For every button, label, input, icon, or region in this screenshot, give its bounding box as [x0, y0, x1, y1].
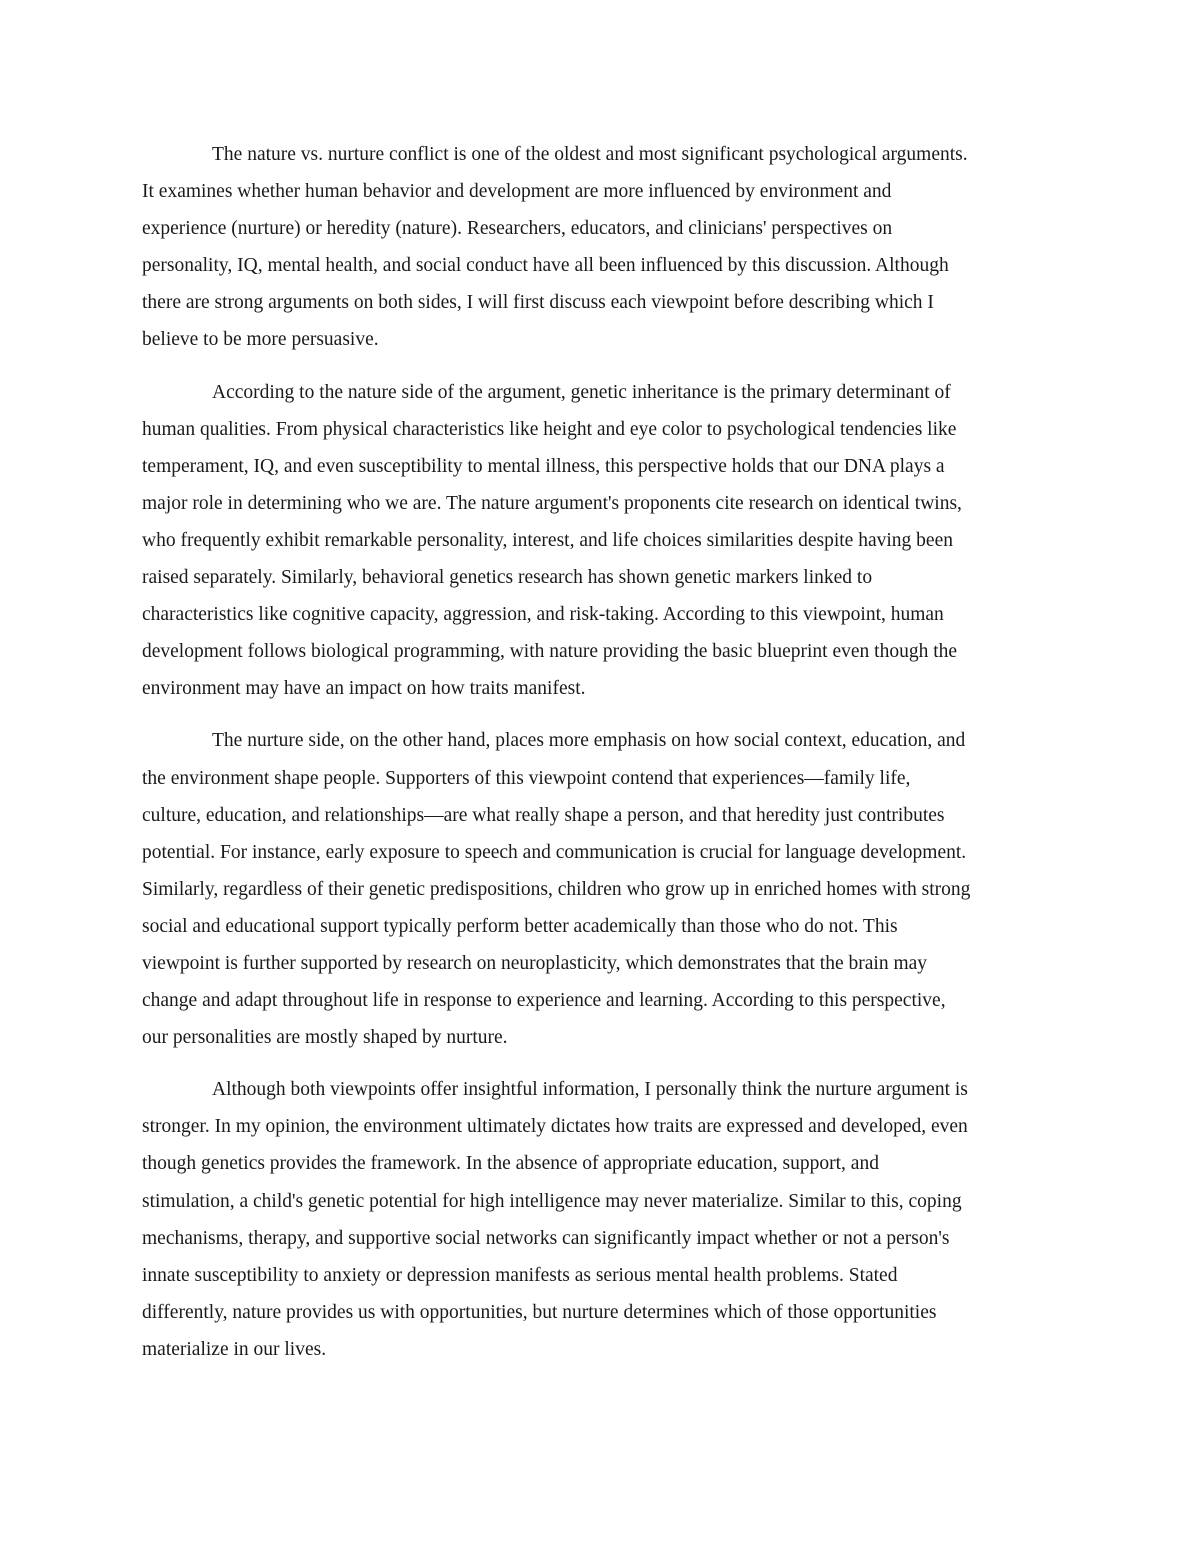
paragraph-line: The nature vs. nurture conflict is one of the oldest and most significant psychological arguments.	[212, 144, 968, 165]
paragraph-line: Similarly, regardless of their genetic predispositions, children who grow up in enriched homes with strong	[142, 878, 971, 900]
paragraph-line: Although both viewpoints offer insightful information, I personally think the nurture argument is	[212, 1079, 968, 1101]
paragraph-line: personality, IQ, mental health, and social conduct have all been influenced by this discussion. Although	[142, 255, 949, 277]
paragraph-line: It examines whether human behavior and development are more influenced by environment and	[142, 181, 892, 203]
paragraph-line: innate susceptibility to anxiety or depression manifests as serious mental health problems. Stated	[142, 1264, 898, 1286]
paragraph-4	[142, 1071, 1062, 1368]
paragraph-line: culture, education, and relationships—are what really shape a person, and that heredity just contributes	[142, 804, 945, 826]
paragraph-line: change and adapt throughout life in response to experience and learning. According to this perspective,	[142, 990, 946, 1012]
paragraph-line: mechanisms, therapy, and supportive social networks can significantly impact whether or not a person's	[142, 1227, 950, 1249]
paragraph-line: stimulation, a child's genetic potential for high intelligence may never materialize. Similar to this, coping	[142, 1190, 962, 1212]
paragraph-line: The nurture side, on the other hand, places more emphasis on how social context, education, and	[212, 730, 966, 752]
paragraph-line: temperament, IQ, and even susceptibility to mental illness, this perspective holds that our DNA plays a	[142, 455, 945, 477]
paragraph-line: our personalities are mostly shaped by nurture.	[142, 1027, 508, 1049]
paragraph-line: development follows biological programming, with nature providing the basic blueprint even though the	[142, 641, 958, 663]
paragraph-line: social and educational support typically perform better academically than those who do not. This	[142, 915, 898, 937]
paragraph-line: According to the nature side of the argument, genetic inheritance is the primary determinant of	[212, 381, 951, 403]
paragraph-line: the environment shape people. Supporters of this viewpoint contend that experiences—family life,	[142, 767, 911, 789]
paragraph-line: differently, nature provides us with opportunities, but nurture determines which of those opportunities	[142, 1301, 937, 1323]
paragraph-line: believe to be more persuasive.	[142, 329, 379, 351]
paragraph-1	[142, 136, 1062, 359]
paragraph-line: raised separately. Similarly, behavioral genetics research has shown genetic markers linked to	[142, 567, 873, 589]
paragraph-line: stronger. In my opinion, the environment ultimately dictates how traits are expressed and developed, even	[142, 1116, 968, 1138]
paragraph-line: characteristics like cognitive capacity, aggression, and risk-taking. According to this viewpoint, human	[142, 604, 944, 626]
paragraph-line: potential. For instance, early exposure to speech and communication is crucial for language development.	[142, 841, 967, 863]
paragraph-line: human qualities. From physical characteristics like height and eye color to psychological tendencies like	[142, 418, 957, 440]
paragraph-2	[142, 374, 1062, 708]
paragraph-line: viewpoint is further supported by research on neuroplasticity, which demonstrates that the brain may	[142, 952, 928, 974]
paragraph-line: there are strong arguments on both sides, I will first discuss each viewpoint before describing which I	[142, 292, 934, 314]
paragraph-line: experience (nurture) or heredity (nature). Researchers, educators, and clinicians' perspectives on	[142, 218, 893, 240]
paragraph-line: who frequently exhibit remarkable personality, interest, and life choices similarities despite having been	[142, 529, 953, 551]
document-body	[142, 136, 1062, 1383]
paragraph-line: materialize in our lives.	[142, 1338, 327, 1360]
paragraph-line: though genetics provides the framework. In the absence of appropriate education, support, and	[142, 1153, 879, 1175]
paragraph-line: environment may have an impact on how traits manifest.	[142, 678, 586, 700]
paragraph-3	[142, 722, 1062, 1056]
paragraph-line: major role in determining who we are. The nature argument's proponents cite research on identical twins,	[142, 492, 962, 514]
